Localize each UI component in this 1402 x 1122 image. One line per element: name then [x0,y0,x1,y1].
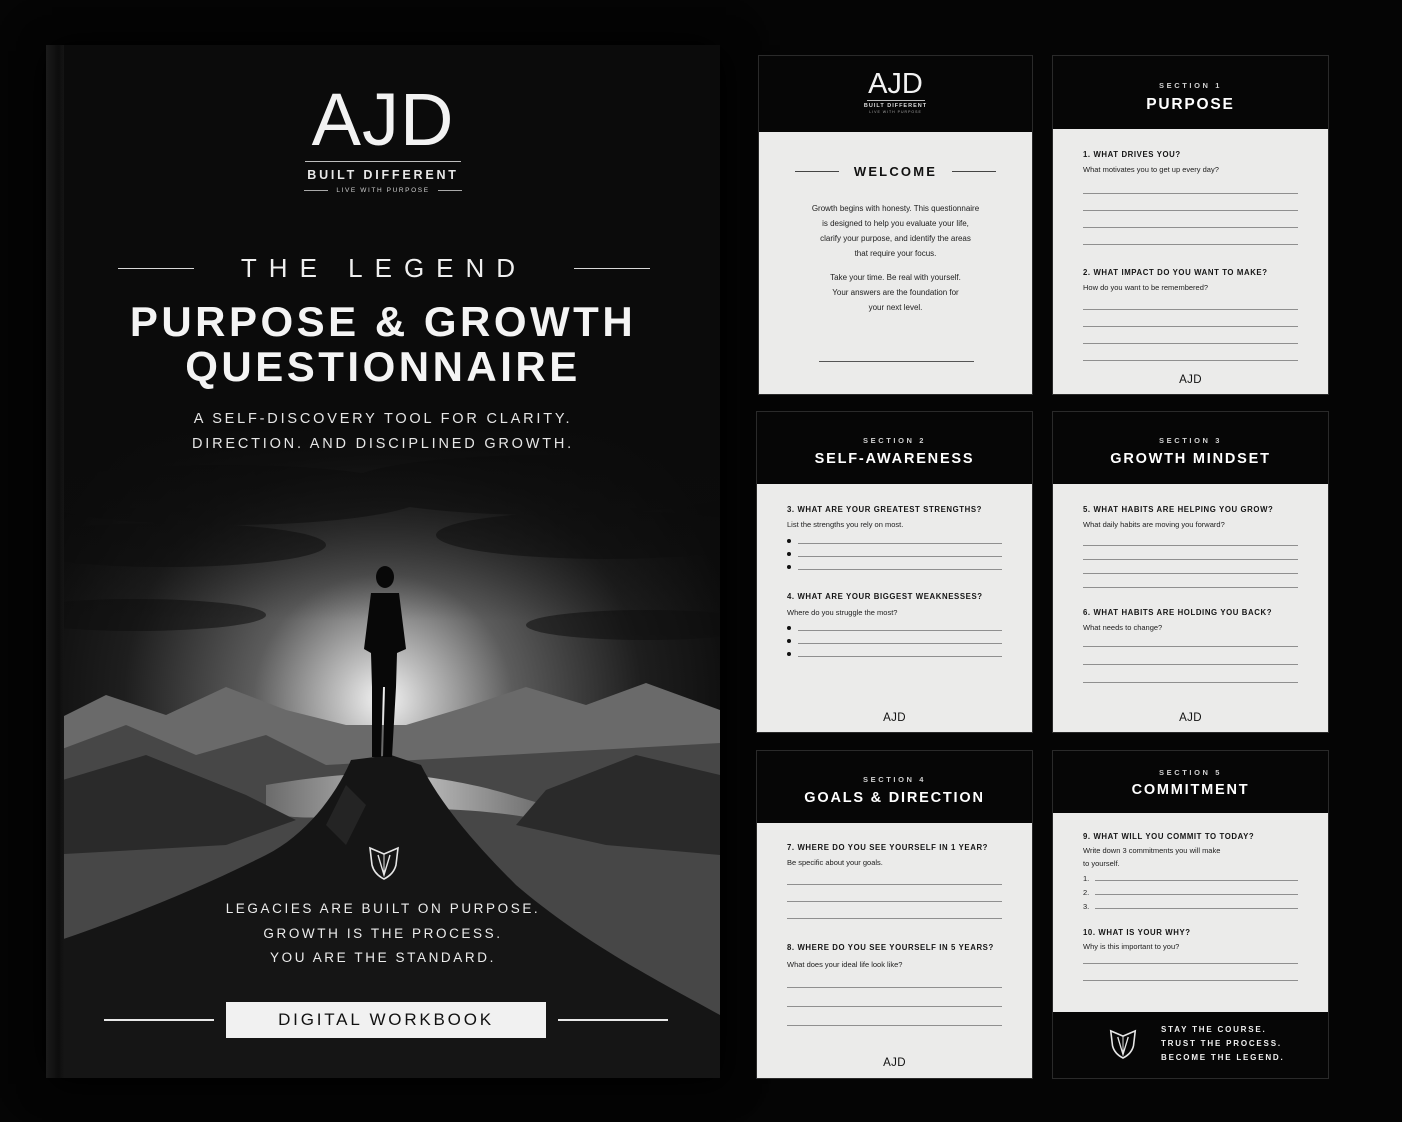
closing-banner [1053,1012,1328,1078]
answer-line[interactable] [787,918,1002,919]
cover-kicker: THE LEGEND [240,253,528,283]
answer-number: 3. [1083,902,1090,911]
logo-subtagline: LIVE WITH PURPOSE [336,187,430,194]
question-9-prompt [1083,844,1298,870]
question-2: 2. WHAT IMPACT DO YOU WANT TO MAKE? [1083,268,1268,277]
answer-line[interactable] [1083,545,1298,546]
welcome-text-line: your next level. [868,303,923,312]
section-label: SECTION 3 [1159,436,1222,445]
bullet-answer[interactable] [787,537,1002,544]
section-title: COMMITMENT [1131,782,1250,798]
section-5-header [1053,751,1328,813]
kicker-row [118,253,650,284]
cover-title [46,299,720,389]
page-footer-logo: AJD [883,712,906,724]
question-6-prompt: What needs to change? [1083,623,1163,632]
digital-workbook-badge: DIGITAL WORKBOOK [226,1002,546,1038]
welcome-heading: WELCOME [853,164,938,179]
answer-number: 2. [1083,888,1090,897]
section-title: SELF-AWARENESS [814,451,975,467]
section-title: GOALS & DIRECTION [804,790,985,806]
section-2-page [756,411,1033,733]
bullet-answer[interactable] [787,550,1002,557]
mini-logo-divider [867,100,925,101]
cover-mantra [46,897,720,971]
answer-line[interactable] [1083,682,1298,683]
brand-logo [46,78,720,194]
logo-mark: AJD [311,78,455,161]
answer-line[interactable] [1083,210,1298,211]
welcome-rule-left [795,171,839,172]
answer-line[interactable] [787,1006,1002,1007]
welcome-heading-row [795,164,996,179]
page-footer-logo: AJD [883,1057,906,1069]
mini-logo-mark: AJD [868,68,923,100]
shield-emblem-icon [368,845,400,881]
welcome-text-line: is designed to help you evaluate your life, [822,219,969,228]
question-4: 4. WHAT ARE YOUR BIGGEST WEAKNESSES? [787,592,983,601]
closing-line: STAY THE COURSE. [1161,1025,1267,1034]
closing-line: TRUST THE PROCESS. [1161,1039,1282,1048]
section-1-page [1052,55,1329,395]
bullet-answer[interactable] [787,650,1002,657]
section-label: SECTION 1 [1159,81,1222,90]
shield-emblem-icon [1109,1028,1137,1060]
mantra-line2: GROWTH IS THE PROCESS. [263,925,503,941]
section-3-body [1083,505,1298,683]
answer-line[interactable] [1083,664,1298,665]
question-2-prompt: How do you want to be remembered? [1083,283,1209,292]
mantra-line3: YOU ARE THE STANDARD. [270,950,496,965]
answer-line[interactable] [1083,309,1298,310]
welcome-text-line: that require your focus. [854,249,937,258]
welcome-header [759,56,1032,132]
question-3-prompt: List the strengths you rely on most. [787,520,904,529]
answer-line[interactable] [787,884,1002,885]
section-3-page [1052,411,1329,733]
badge-rule-right [558,1019,668,1021]
section-5-body [1083,832,1298,981]
answer-line[interactable] [1083,559,1298,560]
question-5: 5. WHAT HABITS ARE HELPING YOU GROW? [1083,505,1274,514]
answer-line[interactable] [1083,646,1298,647]
answer-line[interactable] [787,987,1002,988]
section-title: PURPOSE [1146,96,1235,113]
subtagline-rule-left [304,190,328,191]
cover-subtitle-line1: A SELF-DISCOVERY TOOL FOR CLARITY. [193,411,573,427]
question-6: 6. WHAT HABITS ARE HOLDING YOU BACK? [1083,608,1273,617]
question-9: 9. WHAT WILL YOU COMMIT TO TODAY? [1083,832,1255,841]
answer-line[interactable] [1083,343,1298,344]
cover-subtitle [46,407,720,457]
section-2-body [787,505,1002,657]
question-4-prompt: Where do you struggle the most? [787,608,898,617]
question-1: 1. WHAT DRIVES YOU? [1083,150,1181,159]
section-4-body [787,843,1002,1026]
section-title: GROWTH MINDSET [1110,451,1271,467]
closing-message [1161,1023,1285,1065]
numbered-answer[interactable] [1083,902,1298,911]
question-8: 8. WHERE DO YOU SEE YOURSELF IN 5 YEARS? [787,943,994,952]
answer-line[interactable] [1083,227,1298,228]
cover-spine [46,45,64,1078]
question-8-prompt: What does your ideal life look like? [787,960,903,969]
answer-line[interactable] [1083,193,1298,194]
subtagline-rule-right [438,190,462,191]
mantra-line1: LEGACIES ARE BUILT ON PURPOSE. [225,901,541,916]
answer-line[interactable] [1083,587,1298,588]
section-2-header [757,412,1032,484]
question-10: 10. WHAT IS YOUR WHY? [1083,928,1191,937]
welcome-text-line: Your answers are the foundation for [832,288,959,297]
badge-rule-left [104,1019,214,1021]
section-1-body [1083,150,1298,361]
cover-title-line1: PURPOSE & GROWTH [129,298,637,345]
logo-tagline: BUILT DIFFERENT [307,168,459,182]
section-4-page [756,750,1033,1079]
question-7: 7. WHERE DO YOU SEE YOURSELF IN 1 YEAR? [787,843,989,852]
signature-line [819,361,974,362]
section-3-header [1053,412,1328,484]
section-5-page [1052,750,1329,1079]
answer-line[interactable] [1083,963,1298,964]
page-footer-logo: AJD [1179,712,1202,724]
question-3: 3. WHAT ARE YOUR GREATEST STRENGTHS? [787,505,983,514]
closing-line: BECOME THE LEGEND. [1161,1053,1285,1062]
question-10-prompt: Why is this important to you? [1083,942,1180,951]
section-4-header [757,751,1032,823]
logo-divider [305,161,461,162]
numbered-answer[interactable] [1083,874,1298,883]
cover-title-line2: QUESTIONNAIRE [185,343,581,390]
question-7-prompt: Be specific about your goals. [787,858,883,867]
prompt-line: to yourself. [1083,859,1120,868]
prompt-line: Write down 3 commitments you will make [1083,846,1221,855]
bullet-answer[interactable] [787,624,1002,631]
bullet-answer[interactable] [787,563,1002,570]
kicker-rule-left [118,268,194,270]
section-label: SECTION 4 [863,775,926,784]
answer-line[interactable] [1083,360,1298,361]
welcome-paragraph-1 [795,201,996,261]
section-1-header [1053,56,1328,129]
page-footer-logo: AJD [1179,374,1202,386]
numbered-answer[interactable] [1083,888,1298,897]
question-1-prompt: What motivates you to get up every day? [1083,165,1219,174]
answer-line[interactable] [1083,573,1298,574]
welcome-paragraph-2 [795,270,996,315]
bullet-answer[interactable] [787,637,1002,644]
kicker-rule-right [574,268,650,270]
answer-line[interactable] [1083,980,1298,981]
question-5-prompt: What daily habits are moving you forward? [1083,520,1225,529]
section-label: SECTION 2 [863,436,926,445]
logo-subtagline-row [46,187,720,194]
answer-line[interactable] [1083,244,1298,245]
answer-line[interactable] [787,1025,1002,1026]
workbook-badge-row [104,1002,668,1038]
mini-logo-tagline: BUILT DIFFERENT [863,103,928,109]
workbook-cover [46,45,720,1078]
answer-line[interactable] [787,901,1002,902]
mini-brand-logo [759,70,1032,114]
welcome-text-line: Take your time. Be real with yourself. [830,273,961,282]
answer-number: 1. [1083,874,1090,883]
welcome-text-line: Growth begins with honesty. This questionnaire [811,204,980,213]
answer-line[interactable] [1083,326,1298,327]
welcome-rule-right [952,171,996,172]
welcome-page [758,55,1033,395]
cover-subtitle-line2: DIRECTION. AND DISCIPLINED GROWTH. [192,436,574,452]
mini-logo-subtagline: LIVE WITH PURPOSE [869,110,922,114]
section-label: SECTION 5 [1159,768,1222,777]
welcome-text-line: clarify your purpose, and identify the areas [820,234,971,243]
